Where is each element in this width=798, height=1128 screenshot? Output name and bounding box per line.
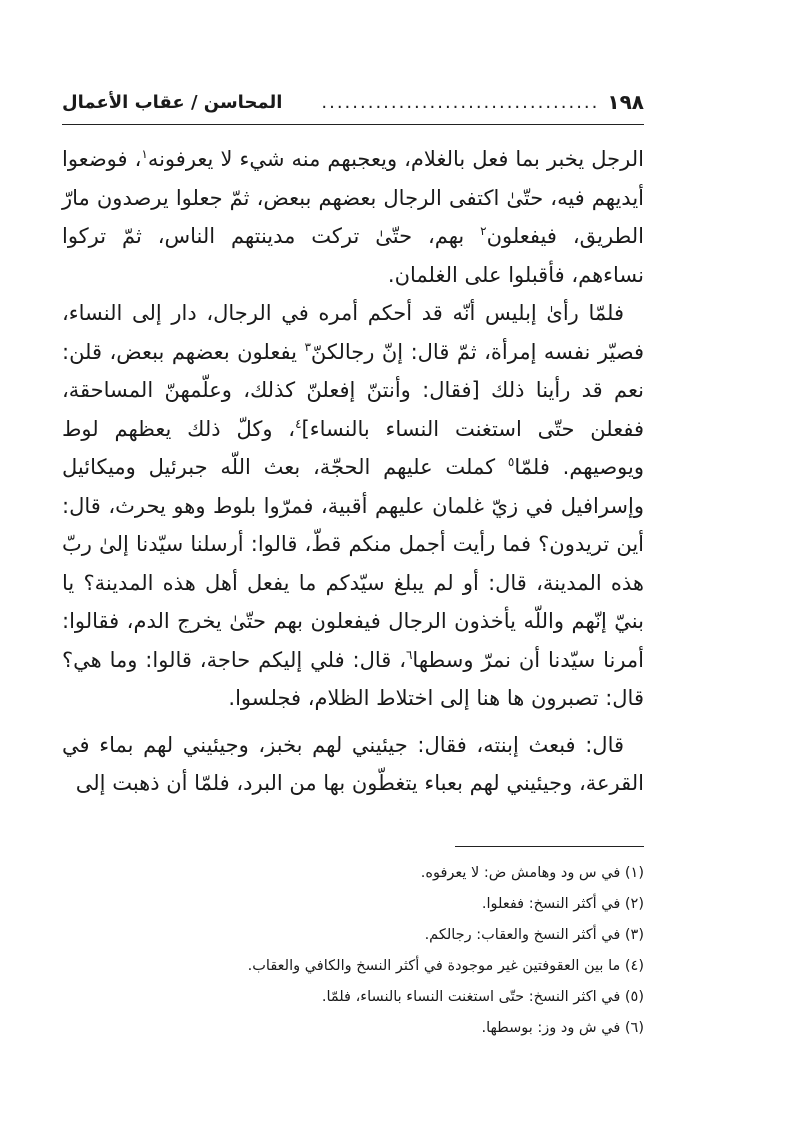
text-run: الرجل يخبر بما فعل بالغلام، ويعجبهم منه شيء لا يعرفونه: [147, 147, 644, 171]
footnote-separator: [455, 846, 644, 847]
header-rule: [62, 124, 644, 125]
footnote-6: (٦) في ش ود وز: بوسطها.: [481, 1020, 644, 1036]
footnote-5: (٥) في اكثر النسخ: حتّى استغنت النساء بالنساء، فلمّا.: [321, 989, 644, 1005]
footnote-2: (٢) في أكثر النسخ: ففعلوا.: [481, 896, 644, 912]
footnote-3: (٣) في أكثر النسخ والعقاب: رجالكم.: [424, 927, 644, 943]
text-run: ، وكلّ ذلك يعظهم لوط ويوصيهم. فلمّا: [62, 416, 644, 479]
footnote-marker: ٣: [304, 339, 311, 354]
footnote-marker: ١: [141, 147, 148, 161]
text-run: ، فوضعوا أيديهم فيه، حتّىٰ اكتفى الرجال بعضهم ببعض، ثمّ جعلوا يرصدون مارّ الطريق، فيفعلون: [62, 147, 644, 248]
footnote-marker: ٤: [295, 416, 302, 431]
text-run: فلمّا رأىٰ إبليس أنّه قد أحكم أمره في الرجال، دار إلى النساء، فصيّر نفسه إمرأة، ثمّ قال: إنّ رجالكنّ: [62, 301, 645, 364]
text-run: بهم، حتّىٰ تركت مدينتهم الناس، ثمّ تركوا نساءهم، فأقبلوا على الغلمان.: [62, 224, 644, 287]
paragraph-2: [62, 294, 644, 718]
text-run: كملت عليهم الحجّة، بعث اللّه جبرئيل وميكائيل وإسرافيل في زيّ غلمان عليهم أقبية، فمرّوا بلوط وهو يحرث، قال: أين تريدون؟ فما رأيت أجمل منكم قطّ، قالوا: أرسلنا سيّدنا إلىٰ ربّ هذه المدينة، قال: أو لم يبلغ سيّدكم ما يفعل أهل هذه المدينة؟ يا بنيّ إنّهم واللّه يأخذون الرجال فيفعلون بهم حتّىٰ يخرج الدم، فقالوا: أمرنا سيّدنا أن نمرّ وسطها: [62, 455, 644, 672]
footnote-marker: ٢: [480, 224, 487, 238]
footnote-4: (٤) ما بين العقوفتين غير موجودة في أكثر النسخ والكافي والعقاب.: [247, 958, 644, 974]
body-text: [62, 140, 644, 803]
paragraph-3: [62, 726, 644, 803]
text-run: يفعلون بعضهم ببعض، قلن: نعم قد رأينا ذلك [فقال: وأنتنّ إفعلنّ كذلك، وعلّمهنّ المساحقة، ففعلن حتّى استغنت النساء بالنساء]: [62, 339, 644, 441]
footnote-marker: ٥: [507, 455, 515, 469]
page-number: ١٩٨: [607, 90, 644, 114]
paragraph-1: [62, 140, 644, 294]
footnotes: [62, 858, 644, 1044]
running-title: المحاسن / عقاب الأعمال: [62, 91, 283, 113]
header-dot-leader: ....................................: [321, 91, 600, 113]
text-run: ، قال: فلي إليكم حاجة، قالوا: وما هي؟ قال: تصبرون ها هنا إلى اختلاط الظلام، فجلسوا.: [62, 647, 644, 710]
footnote-marker: ٦: [405, 647, 413, 662]
text-run: قال: فبعث إبنته، فقال: جيئيني لهم بخبز، وجيئيني لهم بماء في القرعة، وجيئيني لهم بعباء يتغطّون بها من البرد، فلمّا أن ذهبت إلى: [62, 732, 644, 795]
running-header: [62, 84, 644, 120]
footnote-1: (١) في س ود وهامش ض: لا يعرفوه.: [420, 865, 644, 881]
